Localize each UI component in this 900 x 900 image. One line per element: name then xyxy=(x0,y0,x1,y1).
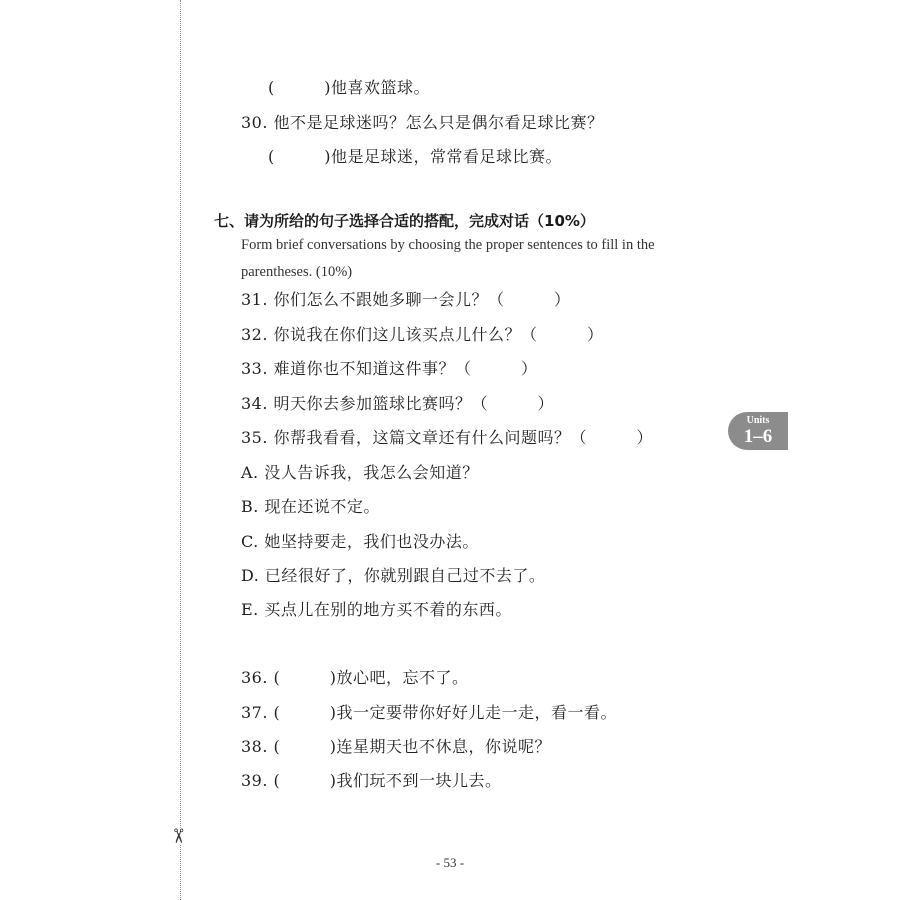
question-30: 30. 他不是足球迷吗？怎么只是偶尔看足球比赛？ xyxy=(241,113,604,132)
question-33: 33. 难道你也不知道这件事？（ ） xyxy=(241,359,538,378)
page-number: - 53 - xyxy=(435,855,465,870)
option-c: C. 她坚持要走，我们也没办法。 xyxy=(241,532,479,551)
option-b: B. 现在还说不定。 xyxy=(241,497,380,516)
question-37: 37. ( )我一定要带你好好儿走一走，看一看。 xyxy=(241,703,618,722)
option-d: D. 已经很好了，你就别跟自己过不去了。 xyxy=(241,566,546,585)
question-34: 34. 明天你去参加篮球比赛吗？（ ） xyxy=(241,394,555,413)
option-a: A. 没人告诉我，我怎么会知道？ xyxy=(241,463,479,482)
cut-line xyxy=(180,0,181,900)
section-heading: 七、请为所给的句子选择合适的搭配，完成对话（10%） xyxy=(214,212,595,230)
instruction-line-1: Form brief conversations by choosing the proper sentences to fill in the xyxy=(241,237,655,253)
question-32: 32. 你说我在你们这儿该买点儿什么？（ ） xyxy=(241,325,604,344)
question-35: 35. 你帮我看看，这篇文章还有什么问题吗？（ ） xyxy=(241,428,654,447)
question-38: 38. ( )连星期天也不休息，你说呢？ xyxy=(241,737,552,756)
question-31: 31. 你们怎么不跟她多聊一会儿？（ ） xyxy=(241,290,571,309)
option-e: E. 买点儿在别的地方买不着的东西。 xyxy=(241,600,512,619)
units-tab-range: 1–6 xyxy=(743,426,773,447)
units-tab-label: Units xyxy=(746,415,770,426)
scissors-icon: ✂ xyxy=(166,827,191,845)
answer-line-30: ( )他是足球迷，常常看足球比赛。 xyxy=(268,147,562,166)
units-side-tab xyxy=(728,412,788,450)
question-39: 39. ( )我们玩不到一块儿去。 xyxy=(241,771,502,790)
answer-line-29: ( )他喜欢篮球。 xyxy=(268,78,430,97)
instruction-line-2: parentheses. (10%) xyxy=(241,264,353,280)
question-36: 36. ( )放心吧，忘不了。 xyxy=(241,668,469,687)
